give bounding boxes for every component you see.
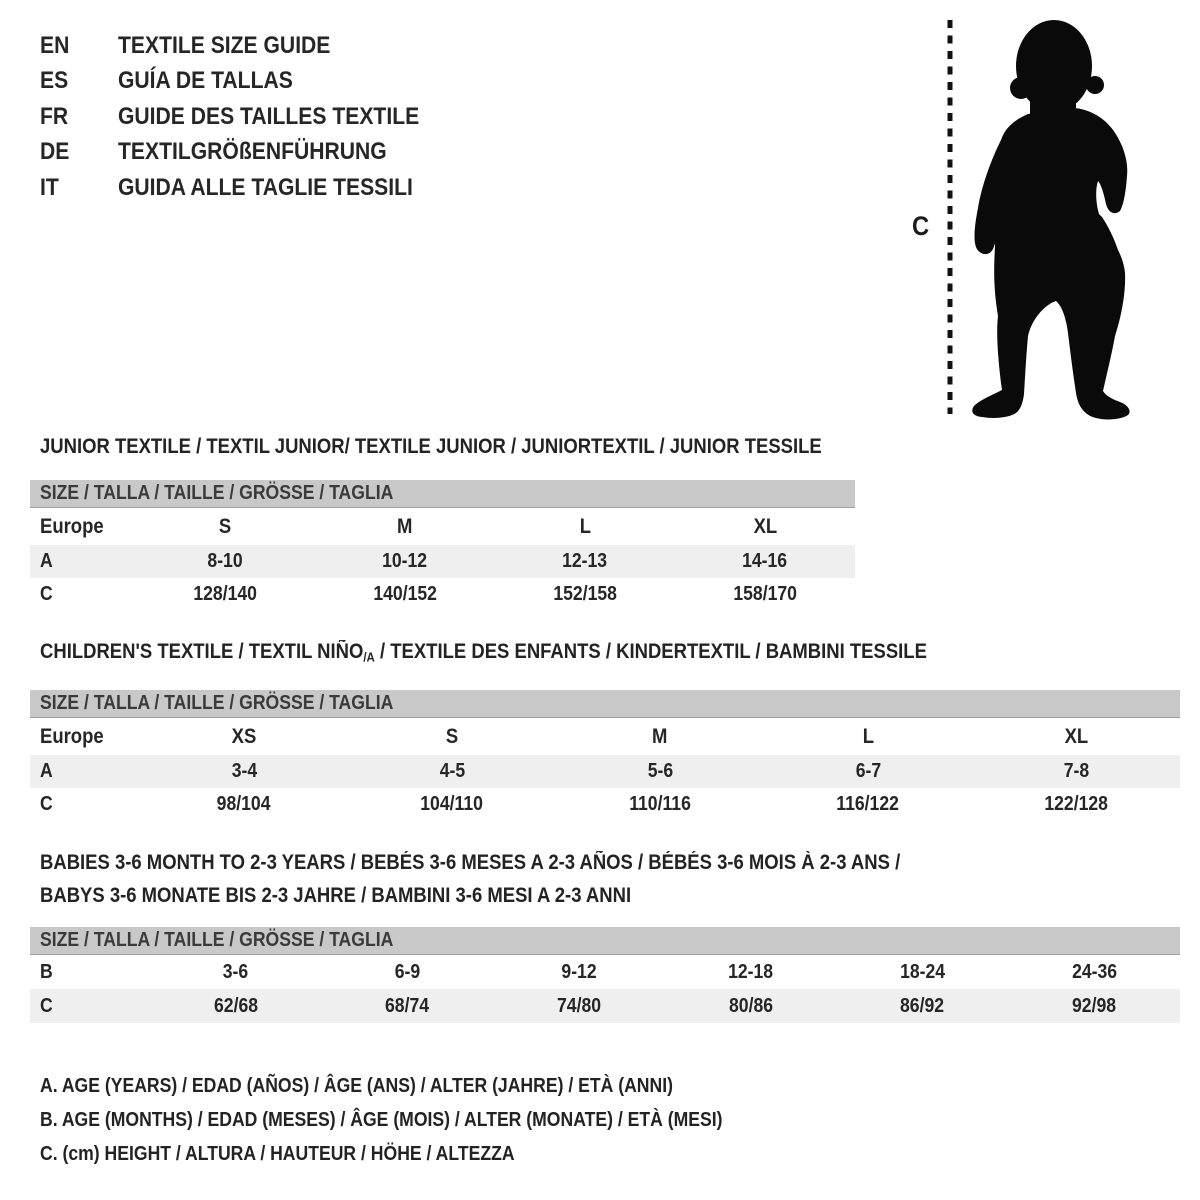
months-value: 3-6 <box>223 960 249 983</box>
size-value: XL <box>1064 724 1088 748</box>
months-value: 6-9 <box>394 960 421 983</box>
height-measure-label: C <box>912 211 930 241</box>
babies-section-title <box>40 846 1018 912</box>
height-value: 140/152 <box>373 583 437 605</box>
lang-code-de: DE <box>40 138 70 166</box>
lang-row-en <box>40 28 460 64</box>
height-value: 74/80 <box>557 994 602 1017</box>
lang-title-en: TEXTILE SIZE GUIDE <box>118 31 331 59</box>
age-value: 14-16 <box>742 550 788 572</box>
children-title-suffix: / TEXTILE DES ENFANTS / KINDERTEXTIL / BAMBINI TESSILE <box>374 640 927 663</box>
size-header-label: SIZE / TALLA / TAILLE / GRÖSSE / TAGLIA <box>40 929 394 951</box>
size-value: S <box>218 514 232 538</box>
babies-size-header-bar <box>30 927 1180 955</box>
size-value: M <box>397 514 413 538</box>
junior-age-row <box>30 545 855 578</box>
junior-region-row <box>30 508 855 545</box>
size-value: XL <box>753 514 777 538</box>
height-value: 116/122 <box>836 793 900 815</box>
junior-section-title: JUNIOR TEXTILE / TEXTIL JUNIOR/ TEXTILE JUNIOR / JUNIORTEXTIL / JUNIOR TESSILE <box>40 435 822 458</box>
height-value: 128/140 <box>193 583 257 605</box>
row-label: C <box>40 583 53 605</box>
size-value: L <box>862 724 874 748</box>
months-value: 18-24 <box>900 960 946 983</box>
months-value: 12-18 <box>728 960 774 983</box>
babies-title-line1: BABIES 3-6 MONTH TO 2-3 YEARS / BEBÉS 3-6 MESES A 2-3 AÑOS / BÉBÉS 3-6 MOIS À 2-3 ANS / <box>40 851 901 874</box>
age-value: 5-6 <box>647 760 673 782</box>
babies-size-table <box>30 927 1180 1023</box>
lang-title-it: GUIDA ALLE TAGLIE TESSILI <box>118 173 413 201</box>
months-value: 9-12 <box>561 960 597 983</box>
age-value: 3-4 <box>231 760 257 782</box>
legend-line-a: A. AGE (YEARS) / EDAD (AÑOS) / ÂGE (ANS) / ALTER (JAHRE) / ETÀ (ANNI) <box>40 1075 673 1097</box>
lang-row-it <box>40 170 460 206</box>
children-title-subscript: /A <box>363 649 375 665</box>
height-value: 104/110 <box>420 793 484 815</box>
junior-size-table <box>30 480 855 611</box>
children-height-row <box>30 788 1180 821</box>
children-size-table <box>30 690 1180 821</box>
age-value: 8-10 <box>207 550 243 572</box>
lang-title-de: TEXTILGRÖßENFÜHRUNG <box>118 138 387 166</box>
size-value: M <box>652 724 668 748</box>
lang-code-it: IT <box>40 173 59 201</box>
babies-height-row <box>30 989 1180 1023</box>
region-label: Europe <box>40 514 104 538</box>
lang-row-fr <box>40 99 460 135</box>
lang-title-es: GUÍA DE TALLAS <box>118 67 293 95</box>
lang-code-fr: FR <box>40 102 69 130</box>
row-label: B <box>40 960 53 983</box>
children-title-prefix: CHILDREN'S TEXTILE / TEXTIL NIÑO <box>40 640 364 663</box>
height-value: 86/92 <box>900 994 945 1017</box>
legend-line-b: B. AGE (MONTHS) / EDAD (MESES) / ÂGE (MOIS) / ALTER (MONATE) / ETÀ (MESI) <box>40 1109 723 1131</box>
height-value: 98/104 <box>217 793 271 815</box>
months-value: 24-36 <box>1071 960 1117 983</box>
size-value: L <box>579 514 591 538</box>
babies-title-line2: BABYS 3-6 MONATE BIS 2-3 JAHRE / BAMBINI 3-6 MESI A 2-3 ANNI <box>40 884 632 907</box>
height-measure-figure <box>900 10 1150 422</box>
language-title-list <box>40 28 460 206</box>
height-value: 158/170 <box>733 583 797 605</box>
legend-line-c: C. (cm) HEIGHT / ALTURA / HAUTEUR / HÖHE / ALTEZZA <box>40 1143 515 1165</box>
age-value: 6-7 <box>855 760 881 782</box>
children-section-title <box>40 640 927 664</box>
age-value: 4-5 <box>439 760 465 782</box>
row-label: C <box>40 994 53 1017</box>
lang-code-es: ES <box>40 67 69 95</box>
age-value: 7-8 <box>1063 760 1089 782</box>
region-label: Europe <box>40 724 104 748</box>
height-value: 68/74 <box>385 994 430 1017</box>
height-value: 152/158 <box>553 583 617 605</box>
row-label: A <box>40 550 53 572</box>
children-age-row <box>30 755 1180 788</box>
lang-row-es <box>40 64 460 100</box>
row-label: C <box>40 793 53 815</box>
size-value: S <box>445 724 459 748</box>
babies-months-row <box>30 955 1180 989</box>
height-value: 62/68 <box>213 994 258 1017</box>
height-value: 122/128 <box>1044 793 1108 815</box>
junior-size-header-bar <box>30 480 855 508</box>
age-value: 12-13 <box>562 550 608 572</box>
children-region-row <box>30 718 1180 755</box>
lang-title-fr: GUIDE DES TAILLES TEXTILE <box>118 102 420 130</box>
height-value: 92/98 <box>1072 994 1117 1017</box>
junior-height-row <box>30 578 855 611</box>
size-header-label: SIZE / TALLA / TAILLE / GRÖSSE / TAGLIA <box>40 692 394 714</box>
toddler-silhouette-image <box>972 20 1129 419</box>
size-header-label: SIZE / TALLA / TAILLE / GRÖSSE / TAGLIA <box>40 482 394 504</box>
height-value: 110/116 <box>629 793 691 815</box>
legend <box>40 1069 816 1171</box>
lang-code-en: EN <box>40 31 70 59</box>
children-size-header-bar <box>30 690 1180 718</box>
lang-row-de <box>40 135 460 171</box>
row-label: A <box>40 760 53 782</box>
size-value: XS <box>231 724 257 748</box>
height-value: 80/86 <box>728 994 773 1017</box>
age-value: 10-12 <box>382 550 428 572</box>
